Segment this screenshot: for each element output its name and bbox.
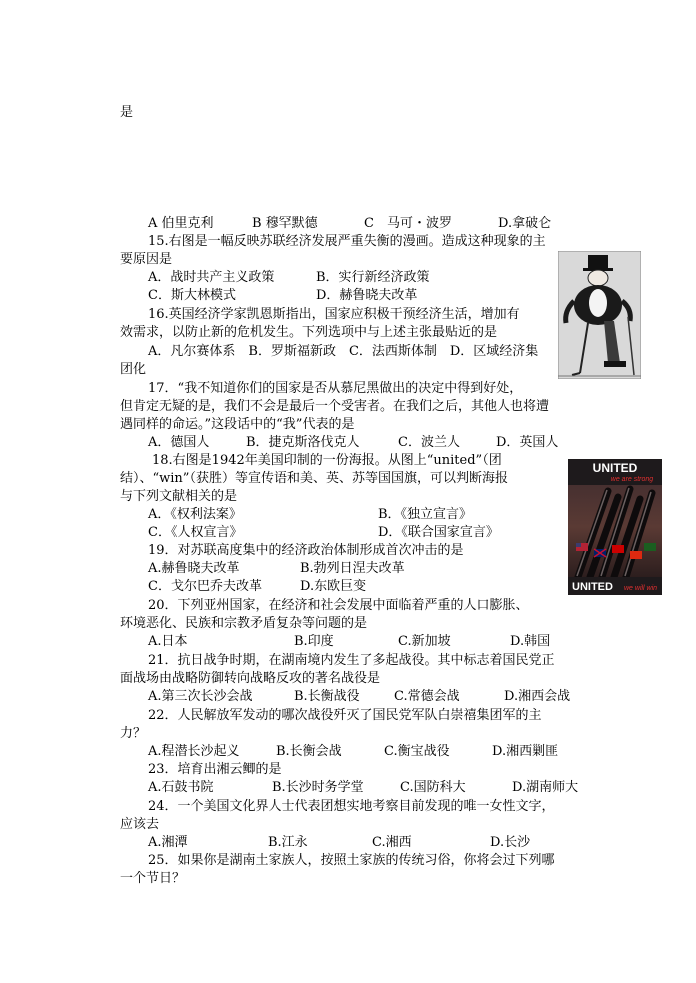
answer-option: A．《权利法案》 — [148, 507, 242, 522]
question-text-line: 与下列文献相关的是 — [120, 489, 238, 504]
question-text-line: 环境恶化、民族和宗教矛盾复杂等问题的是 — [120, 616, 368, 631]
cartoon-illustration — [558, 251, 641, 379]
answer-option: C.新加坡 — [398, 634, 451, 649]
question-text-line: 团化 — [120, 362, 147, 377]
question-text-line: A．凡尔赛体系 B．罗斯福新政 C．法西斯体制 D．区域经济集 — [148, 344, 539, 359]
answer-option: D.湘西剿匪 — [492, 744, 559, 759]
answer-option: B.江永 — [268, 835, 308, 850]
answer-option: D.拿破仑 — [498, 216, 552, 231]
answer-option: A 伯里克利 — [148, 216, 214, 231]
question-text-line: 18.右图是1942年美国印制的一份海报。从图上“united”（团 — [152, 453, 502, 468]
answer-option: C．《人权宣言》 — [148, 525, 243, 540]
soviet-economy-cartoon — [558, 251, 641, 379]
question-text-line: 24．一个美国文化界人士代表团想实地考察目前发现的唯一女性文字， — [148, 799, 555, 814]
answer-option: B.长沙时务学堂 — [272, 780, 364, 795]
poster-bottom-subtext: we will win — [624, 585, 658, 592]
poster-illustration — [568, 459, 662, 595]
answer-option: A．战时共产主义政策 — [148, 270, 275, 285]
answer-option: A.石鼓书院 — [148, 780, 214, 795]
question-text-line: 一个节日？ — [120, 871, 186, 886]
answer-option: B.长衡会战 — [276, 744, 342, 759]
question-text-line: 22．人民解放军发动的哪次战役歼灭了国民党军队白崇禧集团军的主 — [148, 708, 542, 723]
answer-option: D.湖南师大 — [512, 780, 579, 795]
question-text-line: 结）、“win”（获胜）等宣传语和美、英、苏等国国旗，可以判断海报 — [120, 471, 508, 486]
answer-option: D.长沙 — [490, 835, 531, 850]
answer-option: A.湘潭 — [148, 835, 188, 850]
answer-option: B．捷克斯洛伐克人 — [246, 435, 360, 450]
question-text-line: 20．下列亚州国家，在经济和社会发展中面临着严重的人口膨胀、 — [148, 598, 529, 613]
answer-option: D.东欧巨变 — [300, 579, 367, 594]
answer-option: A．德国人 — [148, 435, 210, 450]
answer-option: A.日本 — [148, 634, 188, 649]
answer-option: C.湘西 — [372, 835, 412, 850]
answer-option: A.程潜长沙起义 — [148, 744, 240, 759]
question-text-line: 15.右图是一幅反映苏联经济发展严重失衡的漫画。造成这种现象的主 — [148, 234, 546, 249]
answer-option: C.衡宝战役 — [384, 744, 450, 759]
question-text-line: 23．培育出湘云鲫的是 — [148, 762, 282, 777]
answer-option: B.长衡战役 — [294, 689, 360, 704]
answer-option: A.第三次长沙会战 — [148, 689, 253, 704]
question-text-line: 17．“我不知道你们的国家是否从慕尼黑做出的决定中得到好处， — [148, 381, 523, 396]
answer-option: B.勃列日涅夫改革 — [300, 561, 405, 576]
question-text-line: 25．如果你是湖南土家族人，按照土家族的传统习俗，你将会过下列哪 — [148, 853, 555, 868]
question-text-line: 16.英国经济学家凯恩斯指出，国家应积极干预经济生活，增加有 — [148, 307, 520, 322]
answer-option: D.韩国 — [510, 634, 551, 649]
question-text-line: 21．抗日战争时期，在湖南境内发生了多起战役。其中标志着国民党正 — [148, 653, 555, 668]
answer-option: C．戈尔巴乔夫改革 — [148, 579, 262, 594]
question-text-line: 要原因是 — [120, 252, 173, 267]
answer-option: B.印度 — [294, 634, 334, 649]
question-text-line: 遇同样的命运。”这段话中的“我”代表的是 — [120, 417, 355, 432]
question-text-line: 19．对苏联高度集中的经济政治体制形成首次冲击的是 — [148, 543, 464, 558]
header-text: 是 — [120, 105, 134, 120]
poster-top-word: UNITED — [592, 461, 638, 475]
answer-option: D．英国人 — [496, 435, 559, 450]
answer-option: C．波兰人 — [398, 435, 460, 450]
answer-option: B．《独立宣言》 — [378, 507, 473, 522]
answer-option: D.湘西会战 — [504, 689, 571, 704]
answer-option: A.赫鲁晓夫改革 — [148, 561, 240, 576]
answer-option: B．实行新经济政策 — [316, 270, 430, 285]
answer-option: C 马可・波罗 — [364, 216, 452, 231]
answer-option: C.常德会战 — [394, 689, 460, 704]
question-text-line: 面战场由战略防御转向战略反攻的著名战役是 — [120, 671, 381, 686]
answer-option: D．赫鲁晓夫改革 — [316, 288, 418, 303]
poster-bottom-word: UNITED — [572, 581, 613, 593]
answer-option: C．斯大林模式 — [148, 288, 236, 303]
question-text-line: 效需求，以防止新的危机发生。下列选项中与上述主张最贴近的是 — [120, 325, 498, 340]
question-text-line: 但肯定无疑的是，我们不会是最后一个受害者。在我们之后，其他人也将遭 — [120, 399, 550, 414]
question-text-line: 力？ — [120, 726, 147, 741]
answer-option: B 穆罕默德 — [252, 216, 318, 231]
united-we-win-poster — [568, 459, 662, 595]
poster-top-subtext: we are strong — [610, 476, 654, 483]
answer-option: D．《联合国家宣言》 — [378, 525, 499, 540]
answer-option: C.国防科大 — [400, 780, 466, 795]
question-text-line: 应该去 — [120, 817, 160, 832]
